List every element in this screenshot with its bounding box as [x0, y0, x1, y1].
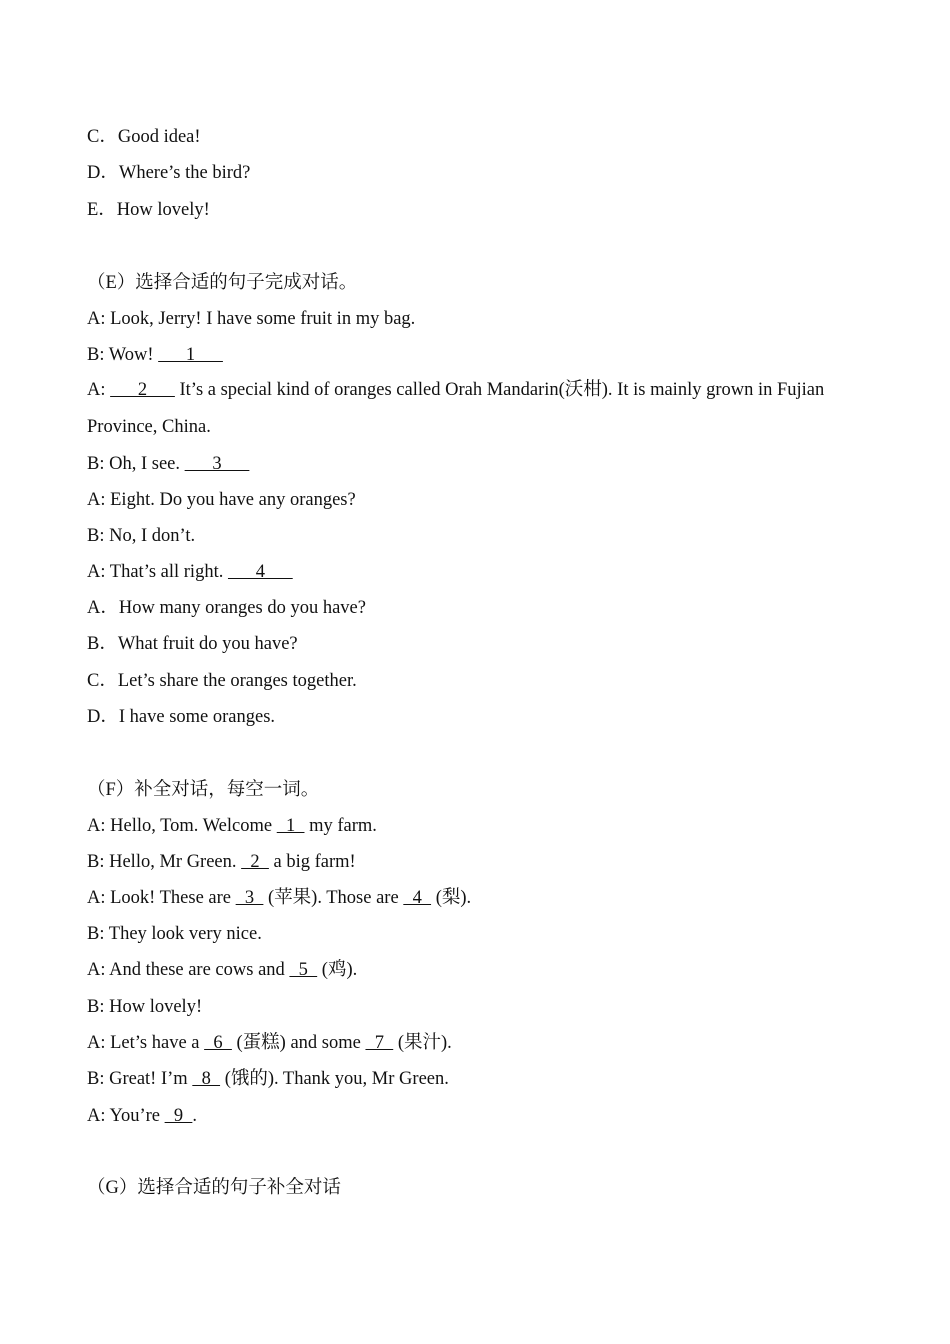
option-d: D．I have some oranges.: [87, 707, 276, 727]
blank-5: 5: [289, 960, 318, 980]
section-e-heading: （E）选择合适的句子完成对话。: [87, 273, 358, 293]
blank-3: 3: [184, 454, 250, 474]
dialogue-line: B: Hello, Mr Green. 2 a big farm!: [87, 852, 356, 872]
option-b: B．What fruit do you have?: [87, 634, 298, 654]
dialogue-line: B: No, I don’t.: [87, 526, 196, 546]
dialogue-line: B: Great! I’m 8 (饿的). Thank you, Mr Green.: [87, 1069, 449, 1089]
blank-3: 3: [235, 888, 264, 908]
blank-8: 8: [192, 1069, 221, 1089]
section-f-heading: （F）补全对话，每空一词。: [87, 780, 320, 800]
dialogue-line: A: And these are cows and 5 (鸡).: [87, 960, 358, 980]
blank-1: 1: [276, 816, 305, 836]
dialogue-line: A: You’re 9 .: [87, 1106, 197, 1126]
dialogue-line: A: That’s all right. 4: [87, 562, 293, 582]
dialogue-line: A: Hello, Tom. Welcome 1 my farm.: [87, 816, 377, 836]
blank-1: 1: [158, 345, 223, 365]
dialogue-line: B: Oh, I see. 3: [87, 454, 250, 474]
dialogue-line: A: Look! These are 3 (苹果). Those are 4 (梨).: [87, 888, 472, 908]
option-c: C．Good idea!: [87, 127, 201, 147]
dialogue-line: B: They look very nice.: [87, 924, 262, 944]
blank-7: 7: [365, 1033, 394, 1053]
section-g-heading: （G）选择合适的句子补全对话: [87, 1178, 341, 1198]
option-c: C．Let’s share the oranges together.: [87, 671, 357, 691]
dialogue-line: B: How lovely!: [87, 997, 203, 1017]
option-d: D．Where’s the bird?: [87, 163, 251, 183]
blank-4: 4: [403, 888, 432, 908]
dialogue-line: A: 2 It’s a special kind of oranges called Orah Mandarin(沃柑). It is mainly grown in Fujian Province, China.: [87, 380, 825, 437]
dialogue-line: A: Let’s have a 6 (蛋糕) and some 7 (果汁).: [87, 1033, 452, 1053]
blank-2: 2: [110, 380, 175, 400]
dialogue-line: A: Look, Jerry! I have some fruit in my bag.: [87, 309, 416, 329]
option-e: E．How lovely!: [87, 200, 210, 220]
blank-6: 6: [204, 1033, 232, 1053]
blank-2: 2: [241, 852, 269, 872]
option-a: A．How many oranges do you have?: [87, 598, 366, 618]
dialogue-line: A: Eight. Do you have any oranges?: [87, 490, 356, 510]
blank-4: 4: [227, 562, 293, 582]
dialogue-line: B: Wow! 1: [87, 345, 223, 365]
blank-9: 9: [164, 1106, 193, 1126]
